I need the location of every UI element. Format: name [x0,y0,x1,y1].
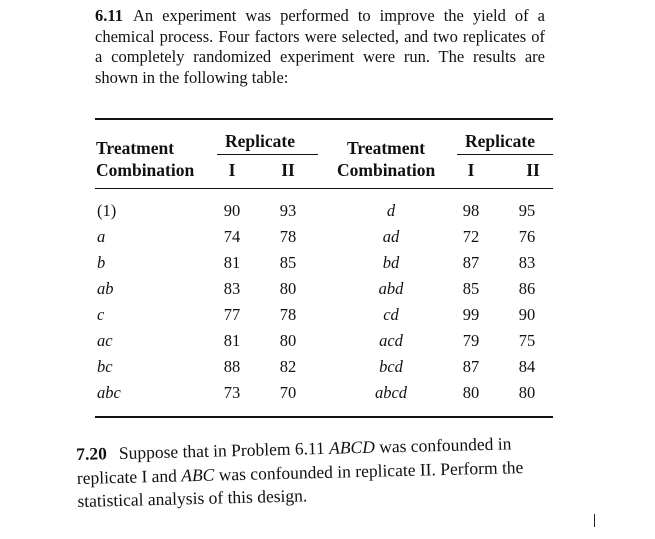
table-cell-b2: 95 [518,201,536,220]
header-replicate-right: Replicate [465,131,535,151]
header-treatment-left: Treatment [96,138,175,158]
table-cell-t1: c [97,305,105,324]
table-cell-b2: 84 [518,357,536,376]
header-rep-II-left: II [281,160,295,180]
confounded-effect-2: ABC [181,464,215,485]
table-cell-t2: bd [382,253,400,272]
table-cell-a2: 80 [462,383,480,402]
table-cell-a2: 79 [462,331,480,350]
problem-text-part-3: was confounded in replicate II. Perform the statistical analysis of this design. [77,456,524,511]
header-bottom-rule [95,188,553,189]
header-combination-left: Combination [96,160,195,180]
table-cell-a1: 90 [223,201,241,220]
header-rep-I-right: I [467,160,475,180]
table-cell-b2: 90 [518,305,536,324]
table-cell-a1: 74 [223,227,241,246]
table-cell-a2: 98 [462,201,480,220]
problem-text: An experiment was performed to improve the yield of a chemical process. Four factors were selected, and two replicates of a completely randomized experiment were run. The results are shown in the following table: [95,6,545,87]
table-cell-a2: 72 [462,227,480,246]
header-treatment-right: Treatment [347,138,426,158]
text-cursor [594,514,595,527]
table-cell-a2: 87 [462,357,480,376]
table-cell-b1: 85 [279,253,297,272]
table-cell-t1: ab [97,279,114,298]
table-cell-t1: bc [97,357,113,376]
header-rep-II-right: II [526,160,540,180]
confounded-effect-1: ABCD [328,436,376,458]
replicate-underline-right [457,154,553,155]
table-cell-b1: 82 [279,357,297,376]
problem-text-part-1: Suppose that in Problem 6.11 [118,437,330,463]
table-bottom-rule [95,416,553,418]
table-cell-b2: 83 [518,253,536,272]
table-cell-a1: 83 [223,279,241,298]
table-cell-b2: 75 [518,331,536,350]
problem-number: 7.20 [76,443,108,464]
table-cell-b1: 78 [279,305,297,324]
table-cell-b1: 78 [279,227,297,246]
header-combination-right: Combination [337,160,436,180]
problem-7-20 [76,431,570,513]
table-cell-a1: 77 [223,305,241,324]
table-cell-a1: 73 [223,383,241,402]
table-cell-t2: ad [382,227,400,246]
replicate-underline-left [217,154,318,155]
table-cell-t1: abc [97,383,121,402]
table-cell-t2: acd [379,331,403,350]
table-cell-a2: 87 [462,253,480,272]
table-cell-b2: 76 [518,227,536,246]
table-cell-a2: 99 [462,305,480,324]
table-cell-t2: cd [383,305,399,324]
table-cell-b1: 80 [279,279,297,298]
table-cell-t2: d [386,201,396,220]
table-cell-a1: 81 [223,331,241,350]
table-cell-a1: 81 [223,253,241,272]
table-cell-b1: 80 [279,331,297,350]
table-cell-t1: ac [97,331,113,350]
table-cell-t2: abd [378,279,404,298]
table-cell-t2: bcd [379,357,403,376]
problem-number: 6.11 [95,6,123,25]
table-cell-b2: 86 [518,279,536,298]
problem-text-part-2: was confounded in replicate I and [76,433,512,488]
table-cell-t1: (1) [97,201,117,220]
table-cell-b1: 93 [279,201,297,220]
table-cell-t1: a [97,227,106,246]
table-cell-b2: 80 [518,383,536,402]
table-top-rule [95,118,553,120]
header-replicate-left: Replicate [225,131,295,151]
table-cell-b1: 70 [279,383,297,402]
table-cell-t1: b [97,253,106,272]
table-cell-a1: 88 [223,357,241,376]
table-cell-t2: abcd [374,383,408,402]
header-rep-I-left: I [228,160,236,180]
problem-6-11 [95,6,545,88]
table-cell-a2: 85 [462,279,480,298]
